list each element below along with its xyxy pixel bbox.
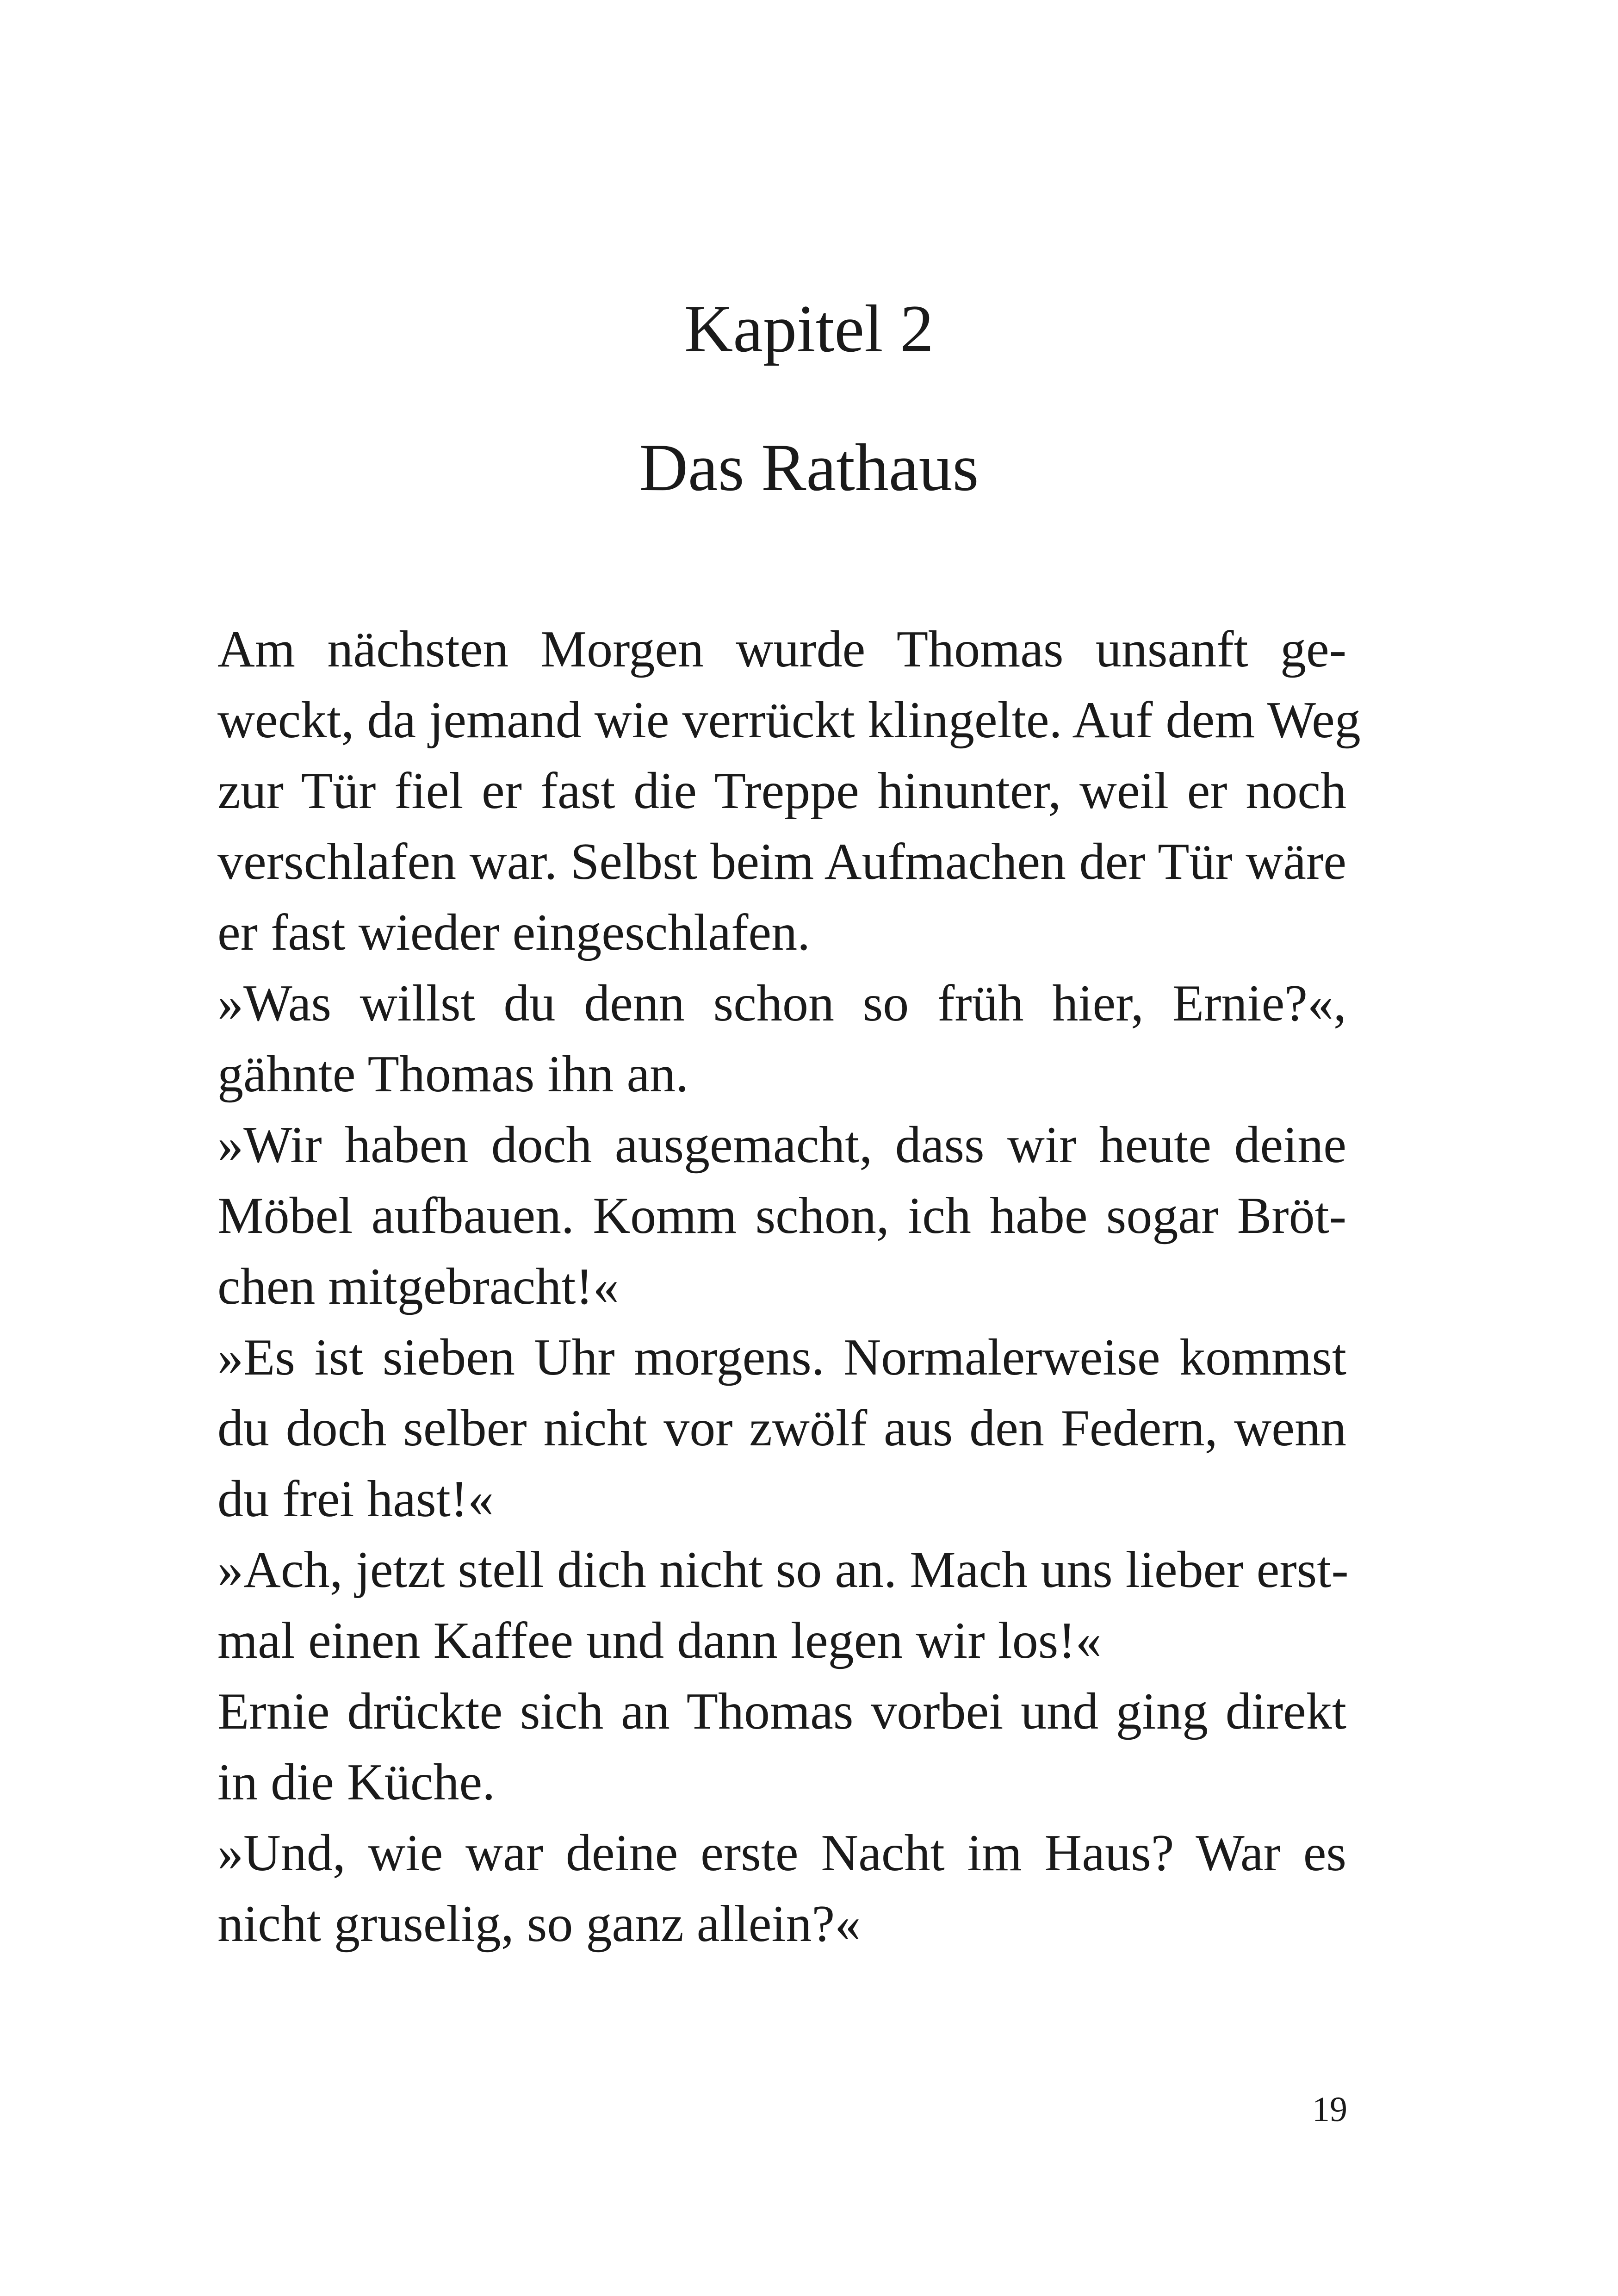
chapter-heading	[0, 259, 1618, 537]
text-line: »Wir haben doch ausgemacht, dass wir heute deine	[217, 1116, 1346, 1174]
text-line: mal einen Kaffee und dann legen wir los!«	[217, 1612, 1102, 1669]
text-line: weckt, da jemand wie verrückt klingelte. Auf dem Weg	[217, 691, 1361, 749]
text-line: Am nächsten Morgen wurde Thomas unsanft ge-	[217, 621, 1346, 678]
text-line: er fast wieder eingeschlafen.	[217, 904, 811, 961]
body-text	[217, 614, 1361, 1960]
text-line: du doch selber nicht vor zwölf aus den Federn, wenn	[217, 1400, 1346, 1457]
text-line: Möbel aufbauen. Komm schon, ich habe sogar Bröt-	[217, 1187, 1346, 1244]
text-line: »Es ist sieben Uhr morgens. Normalerweise kommst	[217, 1329, 1346, 1386]
text-line: verschlafen war. Selbst beim Aufmachen der Tür wäre	[217, 833, 1346, 890]
text-line: zur Tür fiel er fast die Treppe hinunter, weil er noch	[217, 762, 1346, 820]
text-line: in die Küche.	[217, 1754, 496, 1811]
text-line: »Und, wie war deine erste Nacht im Haus? War es	[217, 1824, 1346, 1882]
text-line: chen mitgebracht!«	[217, 1258, 619, 1315]
chapter-title: Das Rathaus	[639, 430, 979, 505]
text-line: nicht gruselig, so ganz allein?«	[217, 1895, 861, 1953]
chapter-number: Kapitel 2	[684, 291, 934, 366]
text-line: »Ach, jetzt stell dich nicht so an. Mach uns lieber erst-	[217, 1541, 1349, 1599]
text-line: »Was willst du denn schon so früh hier, Ernie?«,	[217, 975, 1346, 1032]
page-number: 19	[1312, 2090, 1347, 2129]
text-line: Ernie drückte sich an Thomas vorbei und ging direkt	[217, 1683, 1346, 1740]
text-line: du frei hast!«	[217, 1470, 494, 1528]
text-line: gähnte Thomas ihn an.	[217, 1045, 689, 1103]
